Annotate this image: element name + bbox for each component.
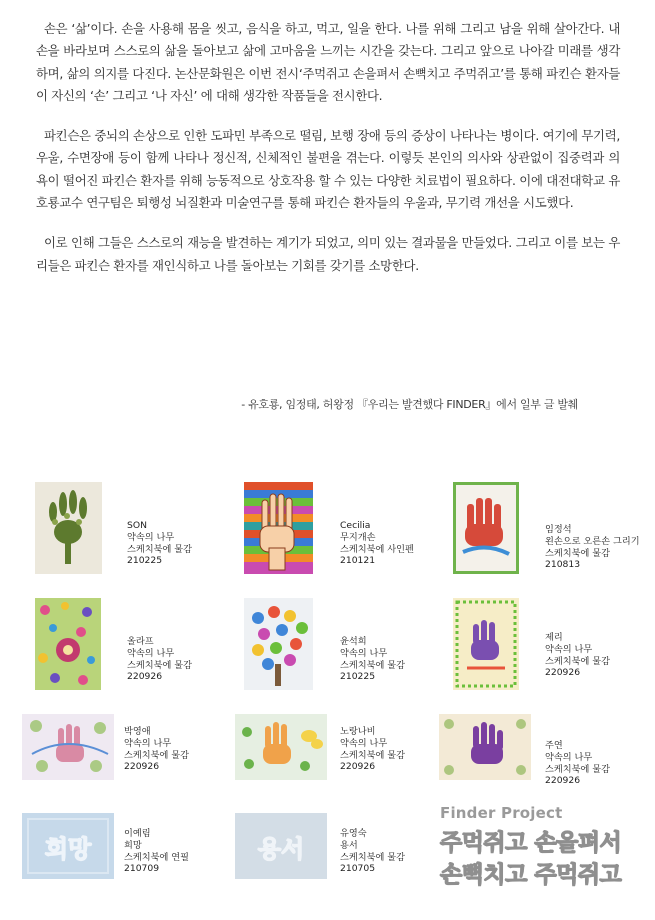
intro-text	[36, 18, 620, 295]
artwork-caption	[545, 740, 610, 787]
artwork-artist: 올라프	[127, 636, 154, 647]
artwork-medium: 스케치북에 연필	[124, 851, 190, 863]
artwork-image	[22, 813, 114, 879]
artwork-caption	[124, 828, 189, 875]
artwork-image	[35, 482, 102, 574]
artwork-medium: 스케치북에 물감	[124, 749, 190, 761]
artwork-image	[35, 598, 101, 690]
artwork-title: 약속의 나무	[545, 751, 593, 763]
artwork-date: 210121	[340, 555, 376, 567]
artwork-date: 210709	[124, 863, 160, 875]
artwork-medium: 스케치북에 물감	[127, 543, 193, 555]
artwork-date: 220926	[340, 761, 376, 773]
exhibition-title-line-1: 주먹쥐고 손을펴서	[440, 830, 622, 856]
artwork-caption	[545, 632, 610, 679]
artwork-date: 210813	[545, 559, 581, 571]
artwork-medium: 스케치북에 물감	[340, 749, 406, 761]
artwork-medium: 스케치북에 물감	[127, 659, 193, 671]
artwork-artist: 임정석	[545, 524, 572, 535]
artwork-title: 용서	[340, 839, 358, 851]
artwork-artist: 노랑나비	[340, 726, 376, 737]
artwork-date: 220926	[545, 775, 581, 787]
artwork-date: 210225	[127, 555, 163, 567]
artwork-title: 무지개손	[340, 531, 376, 543]
artwork-caption	[124, 726, 189, 773]
artwork-medium: 스케치북에 물감	[545, 763, 611, 775]
artwork-artist: 이예림	[124, 828, 151, 839]
artwork-medium: 스케치북에 물감	[340, 851, 406, 863]
artwork-artist: 박영애	[124, 726, 151, 737]
artwork-image	[244, 482, 313, 574]
artwork-medium: 스케치북에 물감	[545, 655, 611, 667]
artwork-caption	[340, 636, 405, 683]
artwork-image	[453, 598, 519, 690]
artwork-caption	[340, 726, 405, 773]
intro-paragraph: 손은 ‘삶’이다. 손을 사용해 몸을 씻고, 음식을 하고, 먹고, 일을 한다. 나를 위해 그리고 남을 위해 살아간다. 내 손을 바라보며 스스로의 삶을 돌아보고 삶에 고마움을 느끼는 시간을 갖는다. 그리고 앞으로 나아갈 미래를 생각하며, 삶의 의지를 다진다. 논산문화원은 이번 전시‘주먹쥐고 손을펴서 손뼉치고 주먹쥐고’를 통해 파킨슨 환자들이 자신의 ‘손’ 그리고 ‘나 자신’ 에 대해 생각한 작품들을 전시한다.	[36, 21, 620, 103]
artwork-title: 약속의 나무	[545, 643, 593, 655]
artwork-title: 약속의 나무	[127, 647, 175, 659]
artwork-caption	[340, 828, 405, 875]
artwork-artist: 윤석희	[340, 636, 367, 647]
artwork-inscription: 희망	[44, 835, 92, 863]
artwork-artist: 제리	[545, 632, 563, 643]
artwork-artist: Cecilia	[340, 520, 371, 531]
artwork-caption	[545, 524, 640, 571]
artwork-caption	[340, 520, 414, 567]
artwork-title: 약속의 나무	[340, 737, 388, 749]
source-citation: - 유호룡, 임정태, 허왕정 『우리는 발견했다 FINDER』에서 일부 글 발췌	[241, 398, 578, 411]
artwork-artist: SON	[127, 520, 147, 531]
exhibition-title-line-2: 손뼉치고 주먹쥐고	[440, 862, 622, 888]
artwork-caption	[127, 520, 192, 567]
artwork-caption	[127, 636, 192, 683]
artwork-date: 220926	[545, 667, 581, 679]
artwork-date: 220926	[127, 671, 163, 683]
artwork-title: 희망	[124, 839, 142, 851]
artwork-artist: 유영숙	[340, 828, 367, 839]
artwork-title: 약속의 나무	[340, 647, 388, 659]
finder-project-logo	[440, 804, 652, 890]
artwork-date: 210225	[340, 671, 376, 683]
artwork-inscription: 용서	[257, 835, 305, 863]
artwork-date: 220926	[124, 761, 160, 773]
artwork-medium: 스케치북에 사인펜	[340, 543, 414, 555]
artwork-image	[244, 598, 313, 690]
artwork-image	[235, 813, 327, 879]
artwork-image	[453, 482, 519, 574]
project-name: Finder Project	[440, 804, 563, 822]
artwork-date: 210705	[340, 863, 376, 875]
artwork-medium: 스케치북에 물감	[545, 547, 611, 559]
intro-paragraph: 파킨슨은 중뇌의 손상으로 인한 도파민 부족으로 떨림, 보행 장애 등의 증상이 나타나는 병이다. 여기에 무기력, 우울, 수면장애 등이 함께 나타나 정신적, 신체적인 불편을 겪는다. 이렇듯 본인의 의사와 상관없이 집중력과 의욕이 떨어진 파킨슨 환자를 위해 능동적으로 상호작용 할 수 있는 다양한 치료법이 필요하다. 이에 대전대학교 유호룡교수 연구팀은 퇴행성 뇌질환과 미술연구를 통해 파킨슨 환자들의 우울과, 무기력 개선을 시도했다.	[36, 128, 620, 211]
artwork-image	[22, 714, 114, 780]
intro-paragraph: 이로 인해 그들은 스스로의 재능을 발견하는 계기가 되었고, 의미 있는 결과물을 만들었다. 그리고 이를 보는 우리들은 파킨슨 환자를 재인식하고 나를 돌아보는 기회를 갖기를 소망한다.	[36, 235, 620, 273]
artwork-title: 약속의 나무	[127, 531, 175, 543]
artwork-title: 약속의 나무	[124, 737, 172, 749]
artwork-image	[235, 714, 327, 780]
artwork-title: 왼손으로 오른손 그리기	[545, 535, 640, 547]
artwork-medium: 스케치북에 물감	[340, 659, 406, 671]
artwork-image	[439, 714, 531, 780]
artwork-artist: 주연	[545, 740, 563, 751]
